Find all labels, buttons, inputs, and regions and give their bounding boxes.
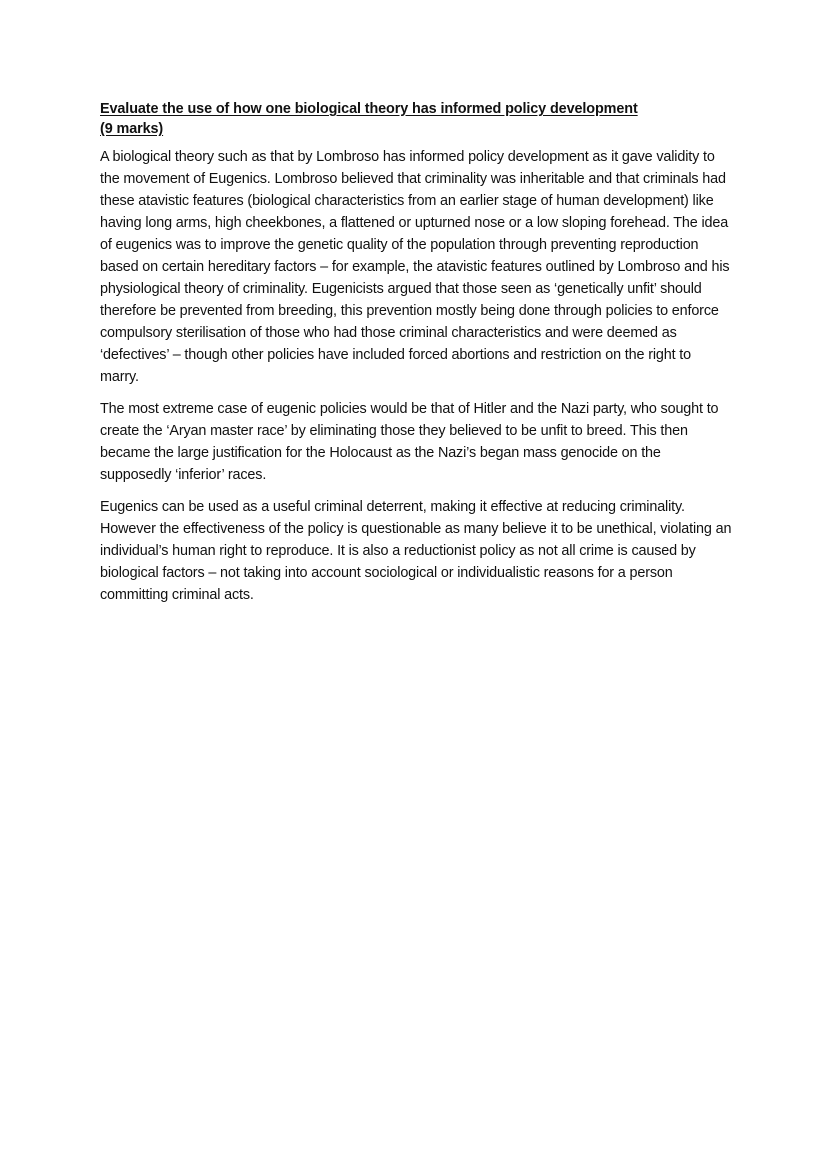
paragraph-lombroso-eugenics: A biological theory such as that by Lombroso has informed policy development as it gave validity to the movement of Eugenics. Lombroso believed that criminality was inheritable and that criminals had these atavistic features (biological characteristics from an earlier stage of human development) like having long arms, high cheekbones, a flattened or upturned nose or a low sloping forehead. The idea of eugenics was to improve the genetic quality of the population through preventing reproduction based on certain hereditary factors – for example, the atavistic features outlined by Lombroso and his physiological theory of criminality. Eugenicists argued that those seen as ‘genetically unfit’ should therefore be prevented from breeding, this prevention mostly being done through policies to enforce compulsory sterilisation of those who had those criminal characteristics and were deemed as ‘defectives’ – though other policies have included forced abortions and restriction on the right to marry. [100, 149, 730, 385]
question-marks: (9 marks) [100, 121, 164, 137]
paragraph-evaluation: Eugenics can be used as a useful criminal deterrent, making it effective at reducing criminality. However the effectiveness of the policy is questionable as many believe it to be unethical, violating an individual’s human right to reproduce. It is also a reductionist policy as not all crime is caused by biological factors – not taking into account sociological or individualistic reasons for a person committing criminal acts. [100, 499, 732, 603]
paragraph-nazi-policies: The most extreme case of eugenic policies would be that of Hitler and the Nazi party, who sought to create the ‘Aryan master race’ by eliminating those they believed to be unfit to breed. This then became the large justification for the Holocaust as the Nazi’s began mass genocide on the supposedly ‘inferior’ races. [100, 401, 719, 483]
document-body [100, 99, 732, 616]
question-heading [100, 99, 732, 139]
question-title: Evaluate the use of how one biological theory has informed policy development [100, 101, 638, 117]
